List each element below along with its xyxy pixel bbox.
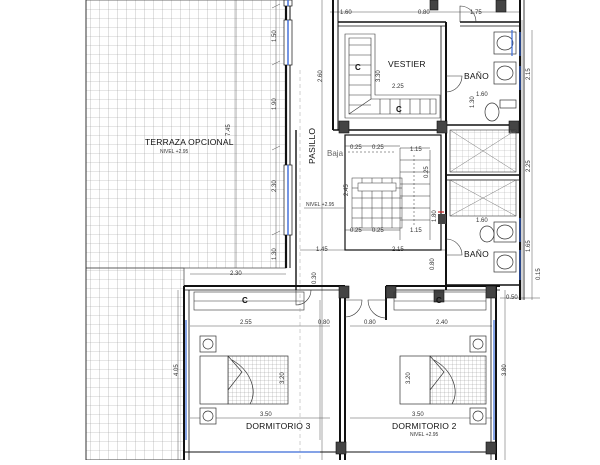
dim-label: 7.45 bbox=[226, 124, 232, 136]
level-label-pasillo: NIVEL +2.95 bbox=[306, 202, 335, 208]
stairs bbox=[345, 146, 430, 240]
dim-label: 2.60 bbox=[318, 70, 324, 82]
dim-label: 2.25 bbox=[526, 160, 532, 172]
closet-symbol: C bbox=[436, 296, 442, 305]
dim-label: 0.25 bbox=[350, 145, 362, 151]
dim-label: 0.25 bbox=[424, 166, 430, 178]
room-label-vestier: VESTIER bbox=[388, 59, 426, 69]
terrace-floor-lower bbox=[86, 268, 184, 460]
dim-label: 3.30 bbox=[376, 70, 382, 82]
dim-label: 0.80 bbox=[364, 320, 376, 326]
dim-label: 3.20 bbox=[406, 372, 412, 384]
dim-label: 2.40 bbox=[436, 320, 448, 326]
terrace-wall bbox=[284, 0, 292, 268]
doors bbox=[296, 6, 476, 318]
dim-label: 1.60 bbox=[340, 10, 352, 16]
beds bbox=[200, 336, 486, 424]
room-label-pasillo: PASILLO bbox=[307, 127, 317, 164]
dim-label: 0.25 bbox=[372, 145, 384, 151]
dim-label: 1.15 bbox=[410, 147, 422, 153]
dim-label: 3.20 bbox=[280, 372, 286, 384]
dim-label: 0.15 bbox=[536, 268, 542, 280]
dim-label: 2.30 bbox=[230, 271, 242, 277]
dim-label: 1.80 bbox=[432, 210, 438, 222]
room-label-bano-bottom: BAÑO bbox=[464, 249, 489, 259]
dim-label: 0.25 bbox=[350, 228, 362, 234]
dim-label: 2.25 bbox=[392, 84, 404, 90]
dim-label: 0.80 bbox=[318, 320, 330, 326]
terrace-floor bbox=[86, 0, 286, 268]
dim-label: 1.45 bbox=[316, 247, 328, 253]
level-label-dormitorio2: NIVEL +2.95 bbox=[410, 432, 439, 438]
closet-symbol: C bbox=[355, 63, 361, 72]
dim-label: 1.65 bbox=[526, 240, 532, 252]
closet-symbol: C bbox=[396, 105, 402, 114]
level-label-terraza: NIVEL +2.95 bbox=[160, 149, 189, 155]
dim-label: 4.05 bbox=[174, 364, 180, 376]
dim-label: 1.15 bbox=[410, 228, 422, 234]
dim-label: 3.80 bbox=[502, 364, 508, 376]
dim-label: 1.30 bbox=[470, 96, 476, 108]
dim-label: 0.80 bbox=[430, 258, 436, 270]
dim-label: 0.50 bbox=[506, 295, 518, 301]
dim-label: 0.25 bbox=[372, 228, 384, 234]
dim-label: 0.80 bbox=[418, 10, 430, 16]
closet-symbol: C bbox=[242, 296, 248, 305]
room-label-bano-top: BAÑO bbox=[464, 71, 489, 81]
dim-label: 2.15 bbox=[392, 247, 404, 253]
dim-label: 1.90 bbox=[272, 98, 278, 110]
room-label-terraza: TERRAZA OPCIONAL bbox=[145, 137, 234, 147]
vestier-closet bbox=[345, 34, 440, 118]
dim-label: 1.75 bbox=[470, 10, 482, 16]
dim-label: 0.30 bbox=[312, 272, 318, 284]
dim-label: 2.15 bbox=[526, 68, 532, 80]
dim-label: 3.50 bbox=[260, 412, 272, 418]
dim-label: 1.30 bbox=[272, 248, 278, 260]
room-label-dormitorio2: DORMITORIO 2 bbox=[392, 421, 457, 431]
dim-label: 2.30 bbox=[272, 180, 278, 192]
bathroom-top-fixtures bbox=[485, 30, 520, 121]
stair-note: Baja bbox=[327, 149, 344, 158]
dim-label: 1.60 bbox=[476, 92, 488, 98]
dim-label: 1.50 bbox=[272, 30, 278, 42]
dim-label: 2.45 bbox=[344, 184, 350, 196]
dim-label: 2.55 bbox=[240, 320, 252, 326]
dim-label: 3.50 bbox=[412, 412, 424, 418]
dim-label: 1.60 bbox=[476, 218, 488, 224]
room-label-dormitorio3: DORMITORIO 3 bbox=[246, 421, 311, 431]
